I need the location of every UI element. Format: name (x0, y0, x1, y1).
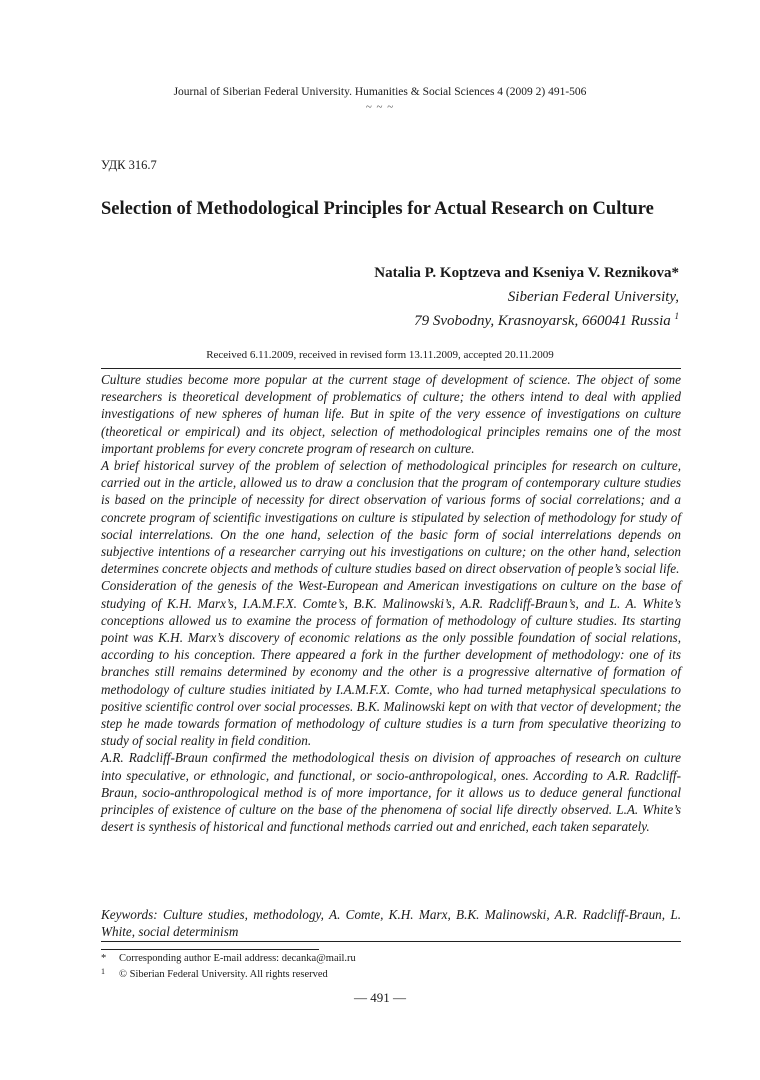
abstract-paragraph-1: Culture studies become more popular at the current stage of development of science. The object of some researchers is theoretical development of problematics of culture; the others intend to deal with applied investigations of new spheres of human life. But in spite of the very essence of investigations on culture (theoretical or empirical) and its object, selection of methodological principles remains one of the most important problems for every concrete program of research on culture. (101, 372, 681, 456)
authors: Natalia P. Koptzeva and Kseniya V. Reznikova* (374, 265, 679, 281)
abstract-top-rule (101, 368, 681, 369)
abstract-paragraph-2: A brief historical survey of the problem of selection of methodological principles for research on culture, carried out in the article, allowed us to draw a conclusion that the program of contemporary culture studies is based on the principle of necessity for direct observation of various forms of social correlations; and a concrete program of scientific investigations on culture is stipulated by selection of methodology for study of social interrelations. On the one hand, selection of the basic form of social interrelations depends on subjective intentions of a researcher carrying out his investigations on culture; on the other hand, selection determines concrete objects and methods of culture studies based on direct observation of people’s social life. (101, 458, 681, 577)
abstract (101, 371, 681, 835)
footnote-mark: * (101, 953, 107, 964)
footnote-rule (101, 949, 319, 950)
udk-code: УДК 316.7 (101, 158, 157, 172)
journal-header: Journal of Siberian Federal University. Humanities & Social Sciences 4 (2009 2) 491-506 (173, 86, 587, 98)
footnote-corresponding (101, 953, 356, 964)
footnote-text: © Siberian Federal University. All rights reserved (119, 969, 328, 980)
footnote-mark: 1 (101, 967, 105, 976)
affiliation-line-2 (414, 311, 679, 330)
article-title: Selection of Methodological Principles for Actual Research on Culture (101, 199, 654, 219)
abstract-paragraph-4: A.R. Radcliff-Braun confirmed the methodological thesis on division of approaches of research on culture into speculative, or ethnologic, and functional, or socio-anthropological, ones. According to A.R. Radcliff-Braun, socio-anthropological method is of more importance, for it allows us to deduce general functional principles of existence of culture on the base of the phenomena of social life directly observed. L.A. White’s desert is synthesis of historical and functional methods carried out and enriched, each taken separately. (101, 750, 681, 835)
affiliation-note-mark: 1 (674, 311, 679, 321)
affiliation-line-1: Siberian Federal University, (507, 289, 679, 305)
received-dates: Received 6.11.2009, received in revised form 13.11.2009, accepted 20.11.2009 (206, 349, 554, 361)
footnote-text: Corresponding author E-mail address: decanka@mail.ru (119, 953, 356, 964)
abstract-bottom-rule (101, 941, 681, 942)
keywords: Keywords: Culture studies, methodology, A. Comte, K.H. Marx, B.K. Malinowski, A.R. Radcliff-Braun, L. White, social determinism (101, 907, 681, 939)
page-number: — 491 — (354, 990, 406, 1005)
footnote-copyright (101, 967, 328, 980)
affiliation-address: 79 Svobodny, Krasnoyarsk, 660041 Russia (414, 313, 675, 329)
header-separator: ~ ~ ~ (365, 101, 395, 113)
abstract-paragraph-3: Consideration of the genesis of the West-European and American investigations on culture on the base of studying of K.H. Marx’s, I.A.M.F.X. Comte’s, B.K. Malinowski’s, A.R. Radcliff-Braun’s, and L. A. White’s conceptions allowed us to examine the process of formation of methodology of culture studies. Its starting point was K.H. Marx’s discovery of economic relations as the only possible foundation of social relations, according to his conception. There appeared a fork in the further development of methodology: one of its branches still remains determined by economy and the other is a progressive alternative of formation of methodology of culture studies initiated by I.A.M.F.X. Comte, who had turned metaphysical speculations to positive scientific control over social processes. B.K. Malinowski kept on with that vector of development; the step he made towards formation of methodology of culture studies is a turn from speculative theorizing to study of social reality in field condition. (101, 578, 681, 749)
